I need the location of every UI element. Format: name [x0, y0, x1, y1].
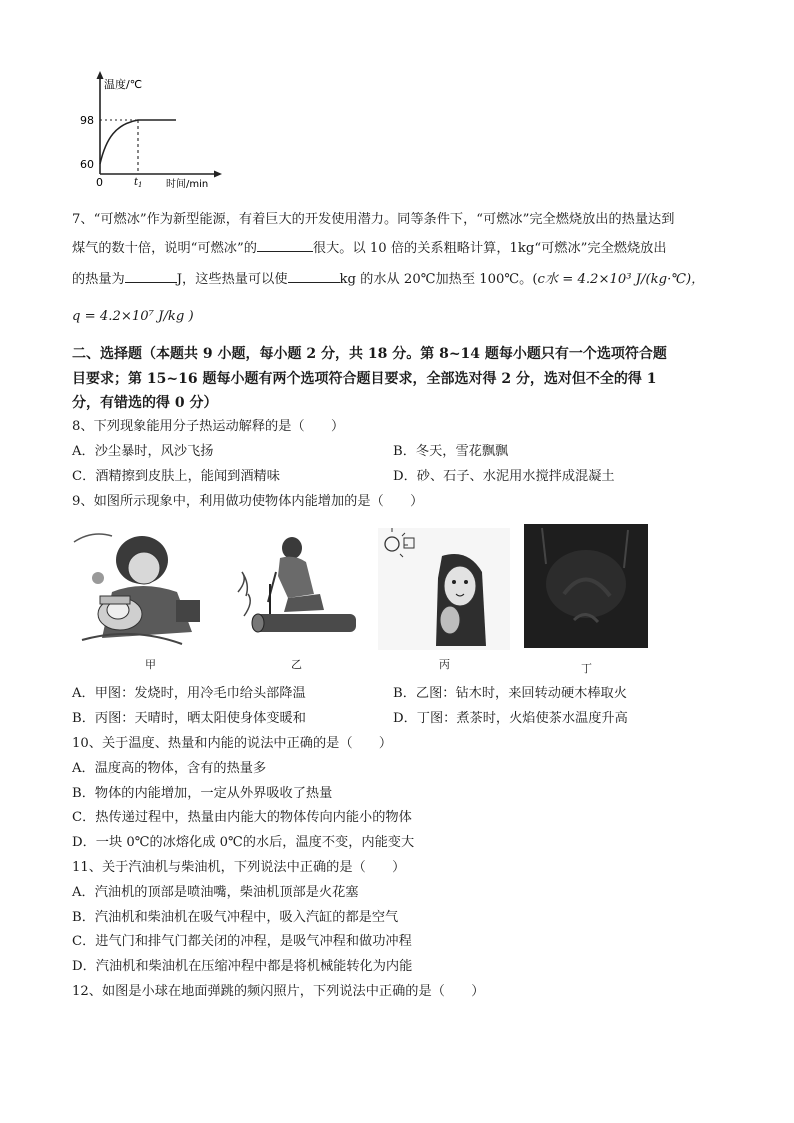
- q9-stem: 9、如图所示现象中，利用做功使物体内能增加的是（ ）: [72, 494, 424, 509]
- q11-option-a[interactable]: A．汽油机的顶部是喷油嘴，柴油机顶部是火花塞: [72, 885, 359, 900]
- q7-blank1[interactable]: [257, 237, 313, 252]
- q9-picture-bing: [378, 528, 510, 650]
- graph-y-bottom: 60: [80, 158, 94, 171]
- q9-option-d[interactable]: D．丁图：煮茶时，火焰使茶水温度升高: [393, 711, 628, 726]
- section2-line1: 二、选择题（本题共 9 小题，每小题 2 分，共 18 分。第 8~14 题每小题只有一个选项符合题: [72, 346, 667, 362]
- q10-option-d[interactable]: D．一块 0℃的冰熔化成 0℃的水后，温度不变，内能变大: [72, 835, 415, 850]
- q8-stem: 8、下列现象能用分子热运动解释的是（ ）: [72, 419, 345, 434]
- q9-picture-yi: [228, 532, 360, 644]
- q9-picture-ding: [524, 524, 648, 648]
- q12-stem: 12、如图是小球在地面弹跳的频闪照片，下列说法中正确的是（ ）: [72, 984, 485, 999]
- section2-line2: 目要求；第 15~16 题每小题有两个选项符合题目要求，全部选对得 2 分，选对但不全的得 1: [72, 371, 657, 387]
- q11-option-b[interactable]: B．汽油机和柴油机在吸气冲程中，吸入汽缸的都是空气: [72, 910, 399, 925]
- q10-option-c[interactable]: C．热传递过程中，热量由内能大的物体传向内能小的物体: [72, 810, 412, 825]
- graph-xlabel: 时间/min: [166, 179, 209, 190]
- graph-t-mark: $t_1$: [134, 177, 143, 189]
- q7-line2b: 很大。以 10 倍的关系粗略计算，1kg“可燃冰”完全燃烧放出: [312, 241, 667, 256]
- q7-line2a: 煤气的数十倍，说明“可燃冰”的: [72, 241, 257, 256]
- q7-c-water: c水 = 4.2×10³ J/(kg·℃)，: [537, 272, 705, 287]
- q7-line3a: 的热量为: [72, 272, 125, 287]
- q7-line3b: J，这些热量可以使: [176, 272, 288, 287]
- graph-ylabel: 温度/℃: [104, 78, 143, 91]
- q9-option-c[interactable]: B．丙图：天晴时，晒太阳使身体变暖和: [72, 711, 306, 726]
- x-axis-arrow: [214, 171, 222, 178]
- q8-option-d[interactable]: D．砂、石子、水泥用水搅拌成混凝土: [393, 469, 615, 484]
- q7-q-line: q = 4.2×10⁷ J/kg ): [72, 309, 194, 324]
- q7-line1: 7、“可燃冰”作为新型能源，有着巨大的开发使用潜力。同等条件下，“可燃冰”完全燃烧放出的热量达到: [72, 212, 675, 227]
- q8-option-b[interactable]: B．冬天，雪花飘飘: [393, 444, 509, 459]
- q10-option-a[interactable]: A．温度高的物体，含有的热量多: [72, 761, 267, 776]
- q9-picture-jia: [72, 522, 208, 650]
- q7-line3: [72, 268, 704, 289]
- q9-caption-yi: 乙: [291, 658, 302, 671]
- q7-line2: [72, 237, 667, 258]
- y-axis-arrow: [97, 71, 104, 79]
- q10-option-b[interactable]: B．物体的内能增加，一定从外界吸收了热量: [72, 786, 333, 801]
- q9-caption-jia: 甲: [145, 658, 156, 671]
- q11-option-c[interactable]: C．进气门和排气门都关闭的冲程，是吸气冲程和做功冲程: [72, 934, 412, 949]
- q8-option-c[interactable]: C．酒精擦到皮肤上，能闻到酒精味: [72, 469, 280, 484]
- q7-line3c: kg 的水从 20℃加热至 100℃。(: [339, 272, 538, 287]
- graph-y-top: 98: [80, 114, 94, 127]
- q8-option-a[interactable]: A．沙尘暴时，风沙飞扬: [72, 444, 214, 459]
- q9-option-a[interactable]: A．甲图：发烧时，用冷毛巾给头部降温: [72, 686, 306, 701]
- temperature-time-graph: [76, 68, 226, 192]
- q9-option-b[interactable]: B．乙图：钻木时，来回转动硬木棒取火: [393, 686, 627, 701]
- q11-option-d[interactable]: D．汽油机和柴油机在压缩冲程中都是将机械能转化为内能: [72, 959, 413, 974]
- q10-stem: 10、关于温度、热量和内能的说法中正确的是（ ）: [72, 736, 393, 751]
- q9-caption-ding: 丁: [581, 662, 592, 675]
- q7-blank3[interactable]: [288, 268, 340, 283]
- q7-blank2[interactable]: [125, 268, 177, 283]
- q11-stem: 11、关于汽油机与柴油机，下列说法中正确的是（ ）: [72, 860, 406, 875]
- graph-origin: 0: [96, 176, 103, 189]
- section2-line3: 分，有错选的得 0 分）: [72, 395, 218, 411]
- q9-caption-bing: 丙: [439, 658, 450, 671]
